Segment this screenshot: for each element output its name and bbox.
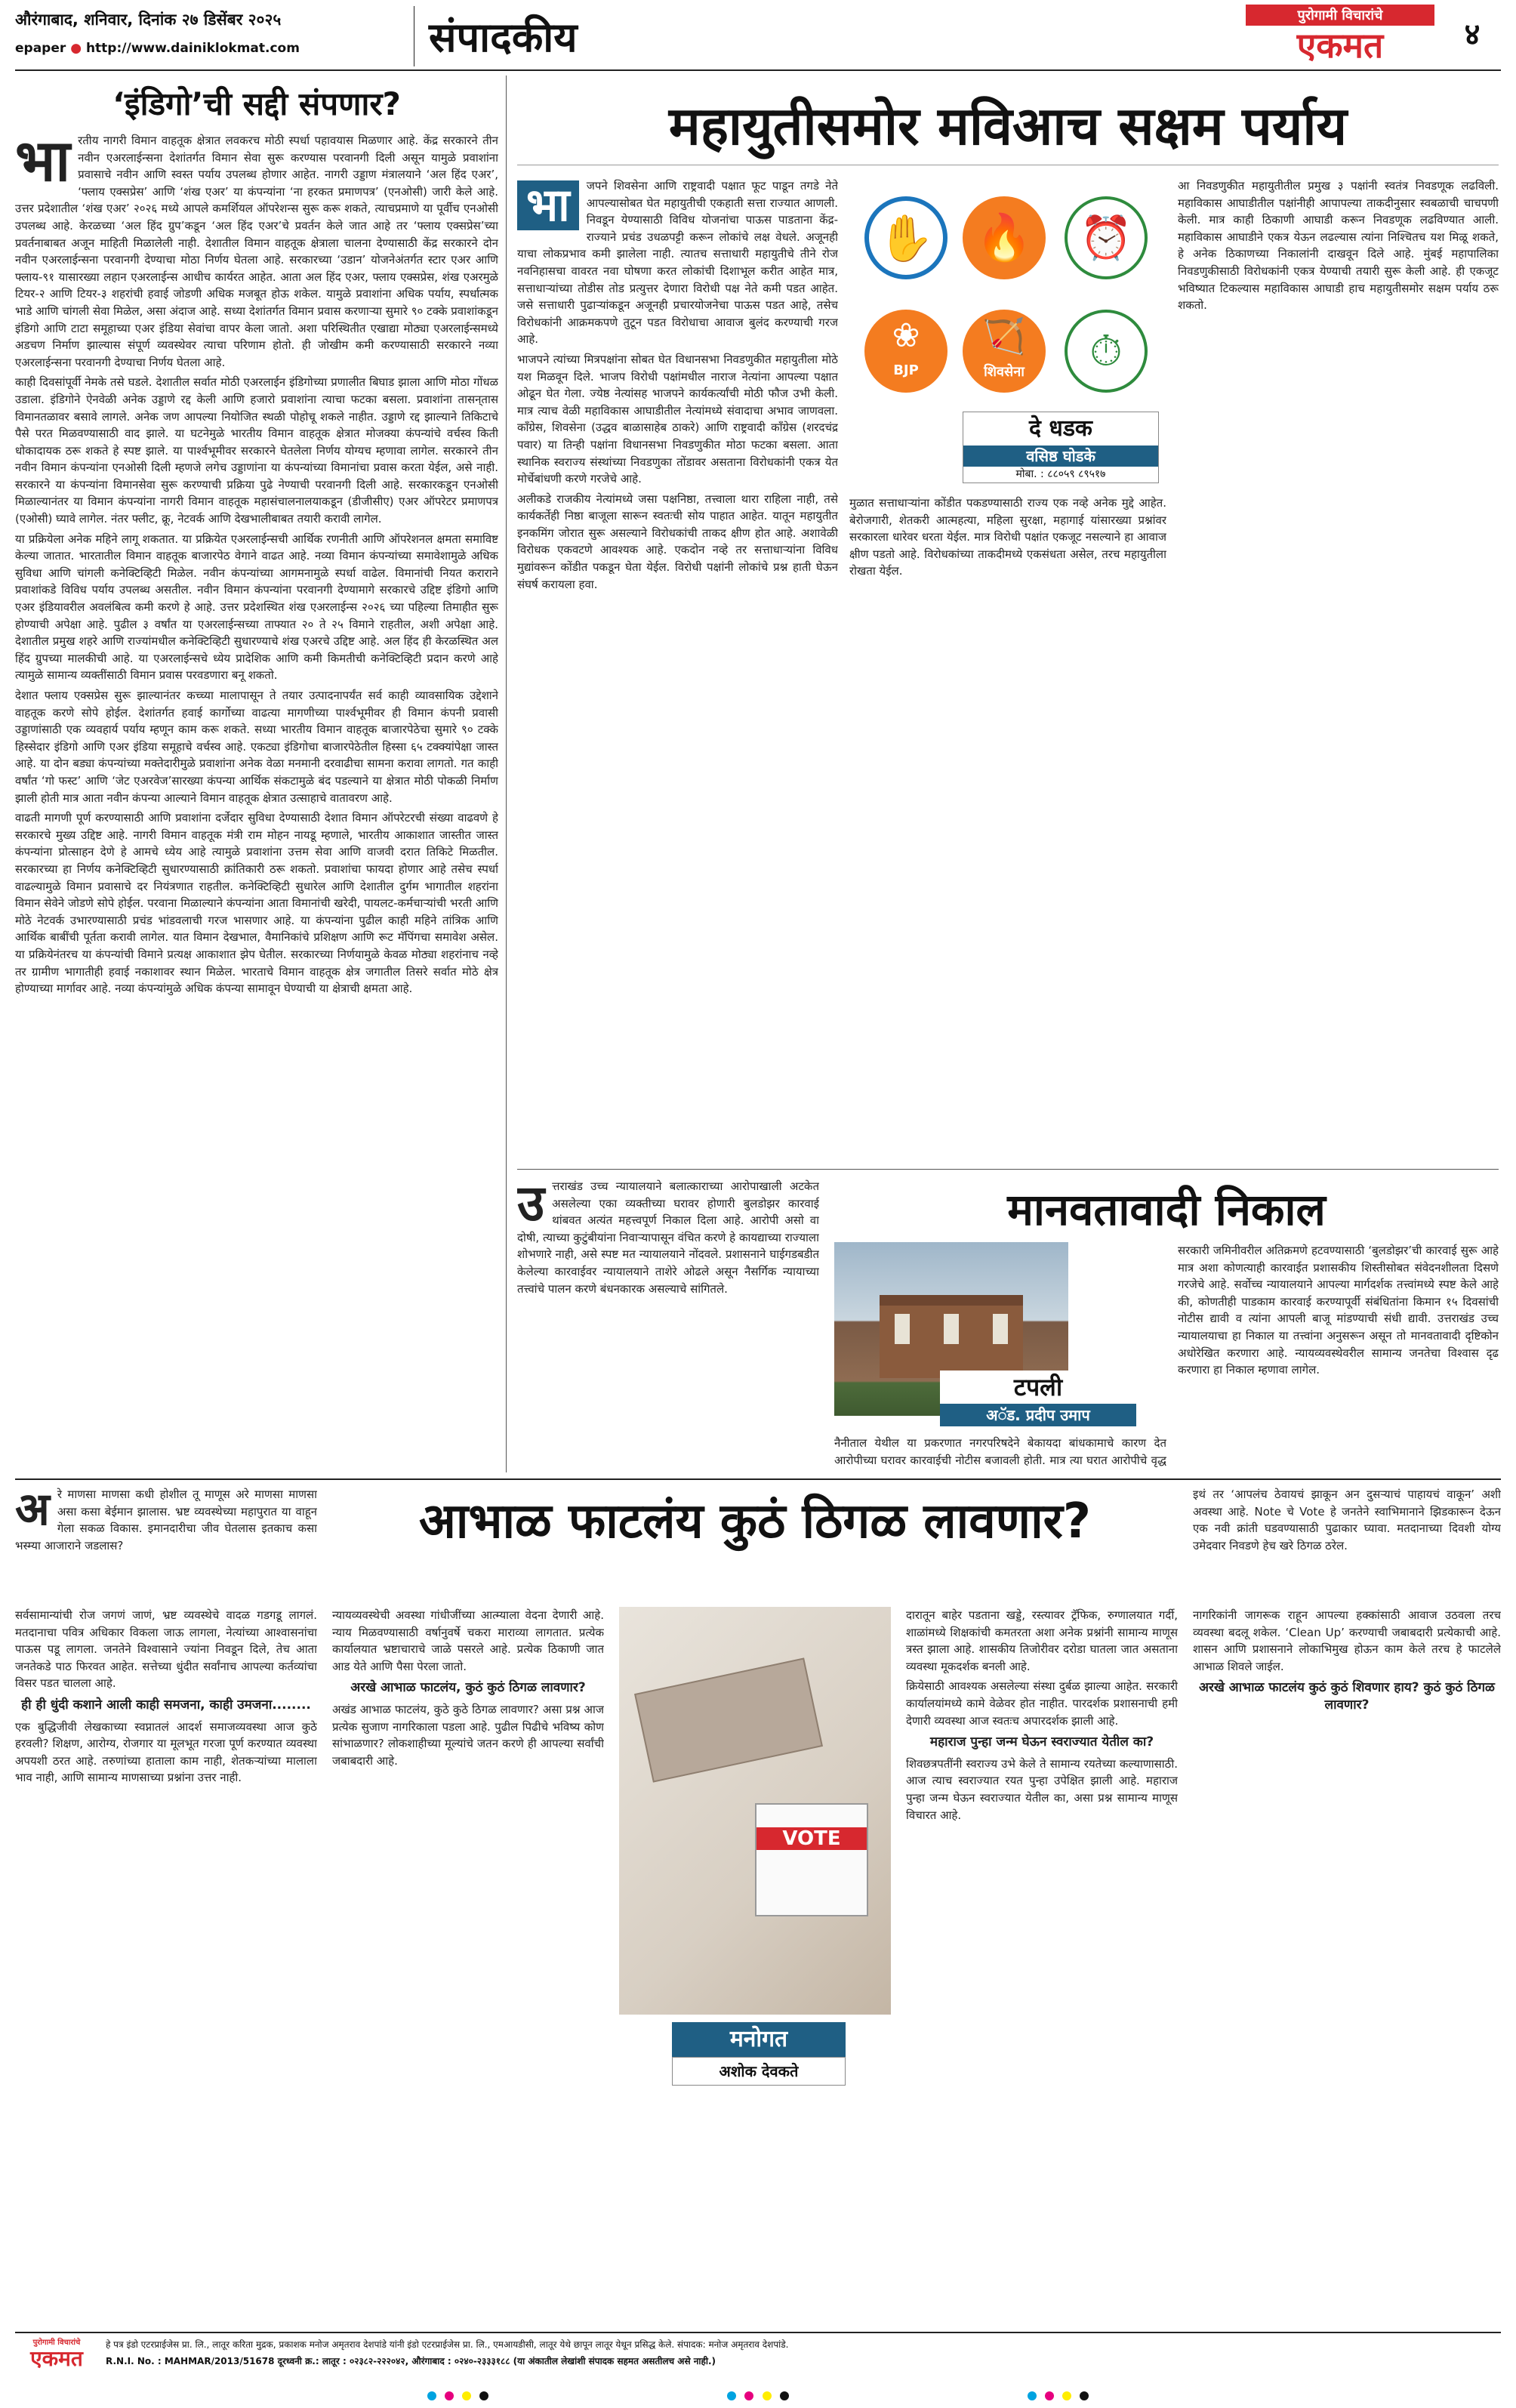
bottom-paragraph: क्रियेसाठी आवश्यक असलेल्या संस्था दुर्बळ झाल्या आहेत. सरकारी कार्यालयांमध्ये कामे वेळेवर होत नाहीत. पारदर्शक प्रशासनाची हमी देणारी व्यवस्था आज स्वतःच अपारदर्शक झाली आहे. — [906, 1679, 1178, 1728]
footer-logo-name: एकमत — [30, 2346, 83, 2371]
editorial-title: ‘इंडिगो’ची सद्दी संपणार? — [112, 85, 401, 122]
building-window — [944, 1314, 959, 1344]
lead-paragraph: भाजपने त्यांच्या मित्रपक्षांना सोबत घेत विधानसभा निवडणुकीत महायुतीला मोठे यश मिळवून दिले. भाजप विरोधी पक्षांमधील नाराज नेत्यांना आपल्या पक्षात ओढून घेत गेला. ज्येष्ठ नेत्यांसह भाजपने कार्यकर्त्यांची मोठी फौज उभी केली. मात्र त्याच वेळी महाविकास आघाडीतील नेत्यांमध्ये संवादाचा अभाव जाणवला. काँग्रेस, शिवसेना (उद्धव बाळासाहेब ठाकरे) आणि राष्ट्रवादी काँग्रेस (शरदचंद्र पवार) या तिन्ही पक्षांना विधानसभा निवडणुकीत मोठा फटका बसला. आता स्थानिक स्वराज्य संस्थांच्या निवडणुका तोंडावर असताना विरोधकांनी एकत्र येत मोर्चेबांधणी करणे गरजेचे आहे. — [517, 352, 838, 486]
column-name: दे धडक — [1029, 415, 1092, 442]
second-column-tag — [940, 1370, 1136, 1431]
bottom-intro-right — [1193, 1486, 1501, 1599]
bottom-subhead: अरखे आभाळ फाटलंय, कुठं कुठं ठिगळ लावणार? — [350, 1680, 586, 1696]
page-header — [0, 0, 1516, 72]
bottom-paragraph: शिवछत्रपतींनी स्वराज्य उभे केले ते सामान्य रयतेच्या कल्याणासाठी. आज त्याच स्वराज्यात रयत पुन्हा उपेक्षित झाली आहे. महाराज पुन्हा जन्म घेऊन स्वराज्यात येतील का, असा प्रश्न सामान्य माणूस विचारत आहे. — [906, 1756, 1178, 1822]
bottom-paragraph: एक बुद्धिजीवी लेखकाच्या स्वप्नातलं आदर्श समाजव्यवस्था आज कुठे हरवली? शिक्षण, आरोग्य, रोजगार या मूलभूत गरजा पूर्ण करण्यात व्यवस्था अपयशी ठरत आहे. तरुणांच्या हाताला काम नाही, शेतकऱ्यांच्या मालाला भाव नाही, आणि सामान्य माणसाच्या प्रश्नांना उत्तर नाही. — [15, 1719, 317, 1785]
bottom-subhead: महाराज पुन्हा जन्म घेऊन स्वराज्यात येतील का? — [929, 1734, 1154, 1750]
epaper-link[interactable] — [15, 41, 408, 56]
editorial-paragraph: रतीय नागरी विमान वाहतूक क्षेत्रात लवकरच मोठी स्पर्धा पहावयास मिळणार आहे. केंद्र सरकारने तीन नवीन एअरलाईन्सना देशांतर्गत विमान सेवा सुरू करण्यास परवानगी दिली असून यामुळे प्रवाशांना प्रवासाचे नवीन आणि स्वस्त पर्याय उपलब्ध होणार आहेत. नागरी उड्डाण मंत्रालयाने ‘अल हिंद एअर’, ‘फ्लाय एक्सप्रेस’ आणि ‘शंख एअर’ या कंपन्यांना ‘ना हरकत प्रमाणपत्र’ (एनओसी) जारी केले आहे. उत्तर प्रदेशातील ‘शंख एअर’ २०२६ मध्ये आपले कमर्शियल ऑपरेशन्स सुरू करू शकते, त्याचप्रमाणे या पूर्वीच एनओसी उपलब्ध आहे. केरळच्या ‘अल हिंद ग्रुप’कडून ‘अल हिंद एअर’चे प्रवर्तन केले जात आहे तर ‘फ्लाय एक्सप्रेस’च्या प्रवर्तनाबाबत अजून माहिती मिळालेली नाही. देशातील विमान वाहतूक क्षेत्राला चालना देण्यासाठी केंद्र सरकारने दोन नवीन एअरलाईन्सना परवानगी देण्याचा मोठा निर्णय घेतला आहे. सरकारच्या ‘उडान’ योजनेअंतर्गत स्टार एअर आणि फ्लाय-९१ यासारख्या लहान एअरलाईन्स आधीच कार्यरत आहेत. आता अल हिंद एअर, फ्लाय एक्सप्रेस, शंख एअरमुळे टियर-२ आणि टियर-३ शहरांची हवाई जोडणी अधिक मजबूत होऊ शकेल. यामुळे प्रवाशांना अधिक पर्याय, स्पर्धात्मक भाडे आणि चांगली सेवा मिळेल, असा अंदाज आहे. सध्या देशांतर्गत विमान प्रवास करणाऱ्या सुमारे ९० टक्के प्रवाशांकडून इंडिगो आणि टाटा समूहाच्या एअर इंडिया सेवांचा वापर केला जातो. अशा परिस्थितीत एखाद्या मोठ्या एअरलाईन्समध्ये अडचण निर्माण झाल्यास संपूर्ण व्यवस्थेवर त्याचा परिणाम होतो. ही जोखीम कमी करण्यासाठी सरकारने नव्या एअरलाईन्सना परवानगी देण्याचा निर्णय घेतला आहे. — [15, 134, 498, 369]
second-col-2 — [834, 1435, 1166, 1469]
registration-dot — [1045, 2391, 1054, 2400]
editorial-paragraph: देशात फ्लाय एक्सप्रेस सुरू झाल्यानंतर कच्च्या मालापासून ते तयार उत्पादनापर्यंत सर्व काही व्यावसायिक उद्देशाने वाहतूक करणे सोपे होईल. देशांतर्गत हवाई कार्गोच्या वाढत्या मागणीच्या पार्श्वभूमीवर ही विमान कंपनी प्रवासी उड्डाणांसाठी एक व्यवहार्य पर्याय म्हणून काम करू शकते. सध्या भारतीय विमान वाहतूक बाजारपेठेचा सुमारे ९० टक्के हिस्सेदार इंडिगो आणि एअर इंडिया समूहाचे वर्चस्व आहे. एकट्या इंडिगोचा बाजारपेठेतील हिस्सा ६५ टक्क्यांपेक्षा जास्त आहे. या दोन बड्या कंपन्यांच्या मक्तेदारीमुळे प्रवाशांना अनेक वेळा मनमानी दरवाढीचा सामना करावा लागतो. गत काही वर्षांत ‘गो फस्ट’ आणि ‘जेट एअरवेज’सारख्या कंपन्या आर्थिक संकटामुळे बंद पडल्याने या क्षेत्रात मोठी पोकळी निर्माण झाली होती मात्र आता नवीन कंपन्या आल्याने विमान वाहतूक क्षेत्रात उत्साहाचे वातावरण आहे. — [15, 689, 498, 805]
globe-icon: ● — [70, 41, 82, 56]
party-symbols-graphic — [849, 181, 1166, 483]
editorial-paragraph: काही दिवसांपूर्वी नेमके तसे घडले. देशातील सर्वात मोठी एअरलाईन इंडिगोच्या प्रणालीत बिघाड झाला आणि मोठा गोंधळ उडाला. इंडिगोने ऐनवेळी अनेक उड्डाणे रद्द केली आणि हजारो प्रवाशांना त्याचा फटका बसला. प्रवाशांना तासन्‌तास विमानतळावर बसावे लागले. अनेक जण आपल्या नियोजित स्थळी पोहोचू शकले नाहीत. उड्डाणे रद्द झाल्याने तिकिटाचे पैसे परत मिळवण्यासाठी वाद झाले. या घटनेमुळे भारतीय विमान वाहतूक क्षेत्रात मोजक्या कंपन्यांचे वर्चस्व किती धोकादायक ठरू शकते हे स्पष्ट झाले. या पार्श्वभूमीवर सरकारने घेतलेला निर्णय योग्यच म्हणावा लागेल. सरकारने तीन नवीन विमान कंपन्यांना एनओसी दिली म्हणजे लगेच उड्डाणांना या कंपन्यांच्या विमानांचा प्रवास करता येईल, असे नाही. सरकारने या कंपन्यांना विमानसेवा सुरू करण्याची प्रक्रिया पुढे नेण्याची परवानगी दिली आहे. सरकारकडून एनओसी मिळाल्यानंतर या विमान कंपन्यांना नागरी विमान वाहतूक महासंचालनालयाकडून (डीजीसीए) एअर ऑपरेटर प्रमाणपत्र (एओसी) घ्यावे लागेल. नंतर फ्लीट, क्रू, नेटवर्क आणि देखभालीबाबत तयारी करावी लागेल. — [15, 375, 498, 526]
ncp-clock-icon-2: ⏱ — [1065, 310, 1148, 393]
bottom-article-title: आभाळ फाटलंय कुठं ठिगळ लावणार? — [419, 1494, 1091, 1549]
footer-logo — [15, 2336, 98, 2371]
page-footer — [15, 2336, 1501, 2382]
bottom-col-2 — [332, 1607, 604, 2317]
lead-col-3 — [1178, 177, 1499, 1152]
second-paragraph: त्तराखंड उच्च न्यायालयाने बलात्काराच्या आरोपाखाली अटकेत असलेल्या एका व्यक्तीच्या घरावर होणारी बुलडोझर कारवाई थांबवत अत्यंत महत्त्वपूर्ण निकाल दिला आहे. आरोपी असो वा दोषी, त्याच्या कुटुंबीयांना निवाऱ्यापासून वंचित करणे हे कायद्याच्या राज्याला शोभणारे नाही, असे स्पष्ट मत न्यायालयाने नोंदवले. प्रशासनाने घाईगडबडीत केलेल्या कारवाईवर न्यायालयाने ताशेरे ओढले असून नैसर्गिक न्यायाच्या तत्त्वांचे पालन करणे बंधनकारक असल्याचे सांगितले. — [517, 1179, 819, 1296]
mid-page-rule — [15, 1478, 1501, 1480]
lead-article — [517, 76, 1499, 1163]
bottom-paragraph: सर्वसामान्यांची रोज जगणं जाणं, भ्रष्ट व्यवस्थेचे वादळ गडगडू लागलं. मतदानाचा पवित्र अधिकार विकला जाऊ लागला, नेत्यांच्या आश्वासनांचा पाऊस पडू लागला. जनतेने विश्वासाने ज्यांना निवडून दिले, तेच आता जनतेकडे पाठ फिरवत आहेत. सत्तेच्या धुंदीत सर्वांनाच आपल्या कर्तव्यांचा विसर पडत चालला आहे. — [15, 1608, 317, 1691]
bottom-subhead: अरखे आभाळ फाटलंय कुठं कुठं शिवणार हाय? कुठं कुठं ठिगळ लावणार? — [1199, 1680, 1495, 1713]
bottom-dropcap: अ — [15, 1486, 50, 1536]
bottom-paragraph: दारातून बाहेर पडताना खड्डे, रस्त्यावर ट्रॅफिक, रुग्णालयात गर्दी, शाळांमध्ये शिक्षकांची कमतरता अशा अनेक प्रश्नांनी सामान्य माणूस त्रस्त झाला आहे. शासकीय तिजोरीवर दरोडा घातला जात असताना व्यवस्था मूकदर्शक बनली आहे. — [906, 1608, 1178, 1673]
bottom-col-3 — [906, 1607, 1178, 2317]
lead-paragraph: मुळात सत्ताधाऱ्यांना कोंडीत पकडण्यासाठी राज्य एक नव्हे अनेक मुद्दे आहेत. बेरोजगारी, शेतकरी आत्महत्या, महिला सुरक्षा, महागाई यांसारख्या प्रश्नांवर सरकारला धारेवर धरता येईल. मात्र विरोधी पक्षांत एकजूट नसल्याने हा आवाज क्षीण पडतो आहे. विरोधकांच्या ताकदीमध्ये एकसंधता असेल, तरच महायुतीला रोखता येईल. — [849, 496, 1166, 578]
author-name: वसिष्ठ घोडके — [963, 446, 1158, 467]
lead-col-2 — [849, 495, 1166, 1152]
column-tag-box — [963, 412, 1159, 483]
editorial-body — [15, 132, 498, 1469]
registration-dot — [1062, 2391, 1071, 2400]
registration-dot — [1028, 2391, 1037, 2400]
footer-rule — [15, 2332, 1501, 2333]
second-author-name: अॅड. प्रदीप उमाप — [940, 1404, 1136, 1426]
vote-label: VOTE — [756, 1827, 867, 1850]
masthead-name: एकमत — [1296, 25, 1384, 66]
bottom-column-name: मनोगत — [672, 2022, 846, 2057]
section-title: संपादकीय — [429, 14, 578, 61]
bottom-column-tag — [672, 2022, 846, 2090]
masthead-tagline: पुरोगामी विचारांचे — [1246, 5, 1434, 26]
second-article-title: मानवतावादी निकाल — [1007, 1184, 1326, 1235]
bottom-paragraph: इथं तर ‘आपलंच ठेवायचं झाकून अन दुसऱ्याचं पाहायचं वाकून’ अशी अवस्था आहे. Note चे Vote हे जनतेने स्वाभिमानाने झिडकारून देऊन एक नवी क्रांती घडवण्यासाठी पुढाकार घ्यावा. मतदानाच्या दिवशी योग्य उमेदवार निवडणे हेच खरे ठिगळ ठरेल. — [1193, 1488, 1501, 1552]
footer-imprint: हे पत्र इंडो एटरप्राईजेस प्रा. लि., लातूर करिता मुद्रक, प्रकाशक मनोज अमृतराव देशपांडे यांनी इंडो एटरप्राईजेस प्रा. लि., एमआयडीसी, लातूर येथे छापून लातूर येथून प्रसिद्ध केले. संपादक: मनोज अमृतराव देशपांडे. — [106, 2339, 789, 2350]
lead-dropcap: भा — [517, 180, 579, 230]
epaper-url[interactable]: http://www.dainiklokmat.com — [85, 41, 300, 56]
lead-article-title: महायुतीसमोर मविआच सक्षम पर्याय — [668, 95, 1348, 157]
ncp-clock-icon: ⏰ — [1065, 196, 1148, 279]
bottom-col-4 — [1193, 1607, 1501, 2317]
registration-dot — [727, 2391, 736, 2400]
masthead-logo — [1246, 5, 1434, 65]
lead-paragraph: आ निवडणुकीत महायुतीतील प्रमुख ३ पक्षांनी स्वतंत्र निवडणूक लढविली. महाविकास आघाडीतील पक्षांनीही आपापल्या ताकदीनुसार स्वबळाची चाचपणी केली. मात्र काही ठिकाणी आघाडी करून निवडणूक लढविण्यात आली. महाविकास आघाडीने एकत्र येऊन लढल्यास त्यांना निश्चितच यश मिळू शकते, हे अनेक ठिकाणच्या निकालांनी दाखवून दिले आहे. मुंबई महापालिका निवडणुकीसाठी विरोधकांनी एकत्र येण्याची तयारी सुरू केली आहे. ही एकजूट भविष्यात टिकल्यास महाविकास आघाडी हाच महायुतीसमोर सक्षम पर्याय ठरू शकतो. — [1178, 179, 1499, 313]
bottom-article — [15, 1486, 1501, 2324]
bottom-author-name: अशोक देवकते — [672, 2057, 846, 2086]
bottom-intro — [15, 1486, 317, 1599]
registration-dot — [427, 2391, 436, 2400]
author-phone: मोबा. : ८८०५९ ८९५१७ — [1015, 468, 1106, 480]
bottom-paragraph: अखंड आभाळ फाटलंय, कुठे कुठे ठिगळ लावणार? असा प्रश्न आज प्रत्येक सुजाण नागरिकाला पडला आहे. पुढील पिढीचे भविष्य कोण सांभाळणार? लोकशाहीच्या मूल्यांचे जतन करणे ही आपल्या सर्वांची जबाबदारी आहे. — [332, 1702, 604, 1768]
editorial-paragraph: या प्रक्रियेला अनेक महिने लागू शकतात. या प्रक्रियेत एअरलाईन्सची आर्थिक रणनीती आणि ऑपरेशनल क्षमता समाविष्ट केल्या जातात. भारतातील विमान वाहतूक बाजारपेठ वेगाने वाढत आहे. नव्या विमान कंपन्यांच्या समावेशामुळे अधिक सुविधा आणि चांगली कनेक्टिव्हिटी मिळेल. नवीन कंपन्यांच्या आगमनामुळे स्पर्धा वाढेल. विमानांची नियत कराराने प्रवाशांकडे विविध पर्याय उपलब्ध असतील. नवीन विमान कंपन्यांना परवानगी देण्यामागे सरकारचे उद्दिष्ट इंडिगो आणि एअर इंडियावरील अवलंबित्व कमी करणे हे आहे. उत्तर प्रदेशस्थित शंख एअरलाईन्स २०२६ च्या पहिल्या तिमाहीत सुरू होण्याची अपेक्षा आहे. पुढील ३ वर्षांत या एअरलाईन्सच्या ताफ्यात २० ते २५ विमाने राहतील, अशी अपेक्षा आहे. देशातील प्रमुख शहरे आणि राज्यांमधील कनेक्टिव्हिटी सुधारण्याचे शंख एअरचे उद्दिष्ट आहे. अल हिंद ही केरळस्थित अल हिंद ग्रुपच्या मालकीची आहे. या एअरलाईन्सचे ध्येय प्रादेशिक आणि कमी किमतीची कनेक्टिव्हिटी प्रदान करणे आहे त्यामुळे सामान्य व्यक्तींसाठी विमान प्रवास परवडणारा बनू शकतो. — [15, 532, 498, 683]
second-col-3 — [1178, 1242, 1499, 1469]
bottom-paragraph: रे माणसा माणसा कधी होशील तू माणूस अरे माणसा माणसा असा कसा बेईमान झालास. भ्रष्ट व्यवस्थेच्या महापुरात या वाहून गेला सकळ विकास. इमानदारीचा जीव घेतलास इतकाच कसा भस्म्या आजाराने जडलास? — [15, 1488, 317, 1552]
vote-money-image — [619, 1607, 891, 2015]
registration-dot — [763, 2391, 772, 2400]
bottom-subhead: ही ही धुंदी कशाने आली काही समजना, काही उमजना........ — [21, 1697, 311, 1713]
lead-bottom-rule — [517, 1169, 1499, 1170]
congress-hand-icon: ✋ — [864, 196, 948, 279]
second-paragraph: सरकारी जमिनीवरील अतिक्रमणे हटवण्यासाठी ‘बुलडोझर’ची कारवाई सुरू आहे मात्र अशा कोणत्याही कारवाईत प्रशासकीय शिस्तीसोबत संवेदनशीलता दिसणे गरजेचे आहे. सर्वोच्च न्यायालयाने आपल्या मार्गदर्शक तत्त्वांमध्ये स्पष्ट केले आहे की, कोणतीही पाडकाम कारवाई करण्यापूर्वी संबंधितांना किमान १५ दिवसांची नोटीस द्यावी व त्यांना आपली बाजू मांडण्याची संधी द्यावी. उत्तराखंड उच्च न्यायालयाचा हा निकाल या तत्त्वांना अनुसरून असून तो मानवतावादी दृष्टिकोन अधोरेखित करणारा आहे. न्यायव्यवस्थेवरील सामान्य जनतेचा विश्वास दृढ करणारा हा निकाल म्हणावा लागेल. — [1178, 1244, 1499, 1377]
page-number: ४ — [1464, 17, 1481, 52]
registration-dot — [780, 2391, 789, 2400]
footer-logo-tagline: पुरोगामी विचारांचे — [32, 2339, 81, 2347]
building-window — [895, 1314, 910, 1344]
registration-dot — [1080, 2391, 1089, 2400]
ballot-box — [755, 1803, 868, 1916]
header-rule — [15, 69, 1501, 71]
bottom-paragraph: न्यायव्यवस्थेची अवस्था गांधीजींच्या आत्म्याला वेदना देणारी आहे. न्याय मिळवण्यासाठी वर्षानुवर्षे चकरा माराव्या लागतात. प्रत्येक कार्यालयात भ्रष्टाचाराचे जाळे पसरले आहे. प्रत्येक ठिकाणी जात आड येते आणि पैसा पेरला जातो. — [332, 1608, 604, 1673]
bottom-paragraph: नागरिकांनी जागरूक राहून आपल्या हक्कांसाठी आवाज उठवला तरच व्यवस्था बदलू शकेल. ‘Clean Up’ करण्याची जबाबदारी प्रत्येकाची आहे. शासन आणि प्रशासनाने लोकाभिमुख होऊन काम केले तरच हे फाटलेले आभाळ शिवले जाईल. — [1193, 1608, 1501, 1673]
registration-dot — [479, 2391, 488, 2400]
bjp-lotus-icon: ❀ BJP — [864, 310, 948, 393]
dateline: औरंगाबाद, शनिवार, दिनांक २७ डिसेंबर २०२५ — [15, 11, 282, 29]
footer-registration: R.N.I. No. : MAHMAR/2013/51678 दूरध्वनी क्र.: लातूर : ०२३८२-२२२०४२, औरंगाबाद : ०२४०-२३३३१८८ (या अंकातील लेखांशी संपादक सहमत असतीलच असे नाही.) — [106, 2356, 716, 2366]
registration-dot — [445, 2391, 454, 2400]
lead-paragraph: अलीकडे राजकीय नेत्यांमध्ये जसा पक्षनिष्ठा, तत्त्वाला थारा राहिला नाही, तसे कार्यकर्तेही निष्ठा बाजूला सारून स्वतःची सोय पाहात आहेत. यातून महायुतीत इनकमिंग जोरात सुरू असल्याने विरोधकांची ताकद क्षीण होत आहे. अशावेळी विरोधक एकवटणे आवश्यक आहे. एकदोन नव्हे तर सत्ताधाऱ्यांना विविध मुद्यांवरून कोंडीत पकडून घेता येईल. विरोधी पक्षांनी लोकांचे प्रश्न हाती घेऊन संघर्ष करायला हवा. — [517, 492, 838, 591]
registration-dot — [462, 2391, 471, 2400]
second-paragraph: नैनीताल येथील या प्रकरणात नगरपरिषदेने बेकायदा बांधकामाचे कारण देत आरोपीच्या घरावर कारवाईची नोटीस बजावली होती. मात्र त्या घरात आरोपीचे वृद्ध — [834, 1436, 1166, 1467]
lead-paragraph: जपने शिवसेना आणि राष्ट्रवादी पक्षात फूट पाडून तगडे नेते आपल्यासोबत घेत महायुतीची एकहाती सत्ता राज्यात आणली. निवडून येण्यासाठी विविध योजनांचा पाऊस पाडताना केंद्र-राज्याने प्रचंड उधळपट्टी करून लोकांचे लक्ष वेधले. अजूनही याचा लोकप्रभाव कमी झालेला नाही. त्यातच सत्ताधारी महायुतीचे तीने रोज नवनिहासचा वावरत नवा घोषणा करत लोकांची दिशाभूल करीत आहेत मात्र, सत्ताधाऱ्यांच्या तोडीस तोड प्रत्युत्तर देणारा विरोधी पक्ष नेते कमी पडत आहेत. जसे सत्ताधारी पुढाऱ्यांकडून अजूनही प्रचारयोजनेचा पाऊस पडत आहे, तसेच विरोधकांनी आक्रमकपणे तुटून पडत विरोधाचा आवाज बुलंद करण्याची गरज आहे. — [517, 179, 838, 347]
building-window — [993, 1314, 1008, 1344]
editorial-column — [15, 76, 498, 1472]
print-registration-marks — [0, 2389, 1516, 2404]
shivsena-label: शिवसेना — [984, 364, 1025, 380]
editorial-divider — [506, 76, 507, 1472]
second-column-name: टपली — [940, 1370, 1136, 1404]
bjp-label: BJP — [893, 362, 919, 378]
bottom-col-1 — [15, 1607, 317, 2317]
shivsena-bow-icon: 🏹 शिवसेना — [963, 310, 1046, 393]
second-article — [517, 1178, 1499, 1472]
banknotes — [634, 1657, 823, 1782]
lead-col-1 — [517, 177, 838, 1152]
second-dropcap: उ — [517, 1178, 545, 1232]
epaper-label: epaper — [15, 41, 66, 56]
second-col-1 — [517, 1178, 819, 1465]
editorial-dropcap: भा — [15, 132, 71, 194]
editorial-paragraph: वाढती मागणी पूर्ण करण्यासाठी आणि प्रवाशांना दर्जेदार सुविधा देण्यासाठी देशात विमान ऑपरेटरची संख्या वाढवणे हे सरकारचे मुख्य उद्दिष्ट आहे. नागरी विमान वाहतूक मंत्री राम मोहन नायडू म्हणाले, भारतीय आकाशात जास्तीत जास्त कंपन्यांना प्रोत्साहन देणे हे आमचे ध्येय आहे त्यामुळे प्रवाशांना उत्तम सेवा आणि वाजवी दरात तिकिटे मिळतील. सरकारच्या हा निर्णय कनेक्टिव्हिटी सुधारण्यासाठी क्रांतिकारी ठरू शकतो. प्रवाशांचा फायदा होणार आहे तसेच स्पर्धा वाढल्यामुळे विमान प्रवासाचे दर नियंत्रणात राहतील. कनेक्टिव्हिटी सुधारेल आणि देशातील दुर्गम भागातील शहरांना विमान सेवेने जोडणे सोपे होईल. परवाना मिळाल्याने कंपन्यांना आता विमानांची खरेदी, पायलट-कर्मचाऱ्यांची भरती आणि मोठे नेटवर्क उभारण्यासाठी प्रचंड भांडवलाची गरज भासणार आहे. या कंपन्यांना पुढील काही महिने तांत्रिक आणि आर्थिक बाबींची पूर्तता करावी लागेल. यात विमान देखभाल, वैमानिकांचे प्रशिक्षण आणि रूट मॅपिंगचा समावेश असेल. या प्रक्रियेनंतरच या कंपन्यांची विमाने प्रत्यक्ष आकाशात झेप घेतील. सरकारच्या निर्णयामुळे केवळ मोठ्या शहरांनाच नव्हे तर ग्रामीण भागातीही हवाई नकाशावर स्थान मिळेल. भारताचे विमान वाहतूक क्षेत्र जगातील तिसरे सर्वात मोठे क्षेत्र होण्याच्या मार्गावर आहे. नव्या कंपन्यांमुळे अधिक कंपन्या सामावून घेण्याची या क्षेत्राची क्षमता आहे. — [15, 811, 498, 996]
registration-dot — [744, 2391, 753, 2400]
torch-icon: 🔥 — [963, 196, 1046, 279]
